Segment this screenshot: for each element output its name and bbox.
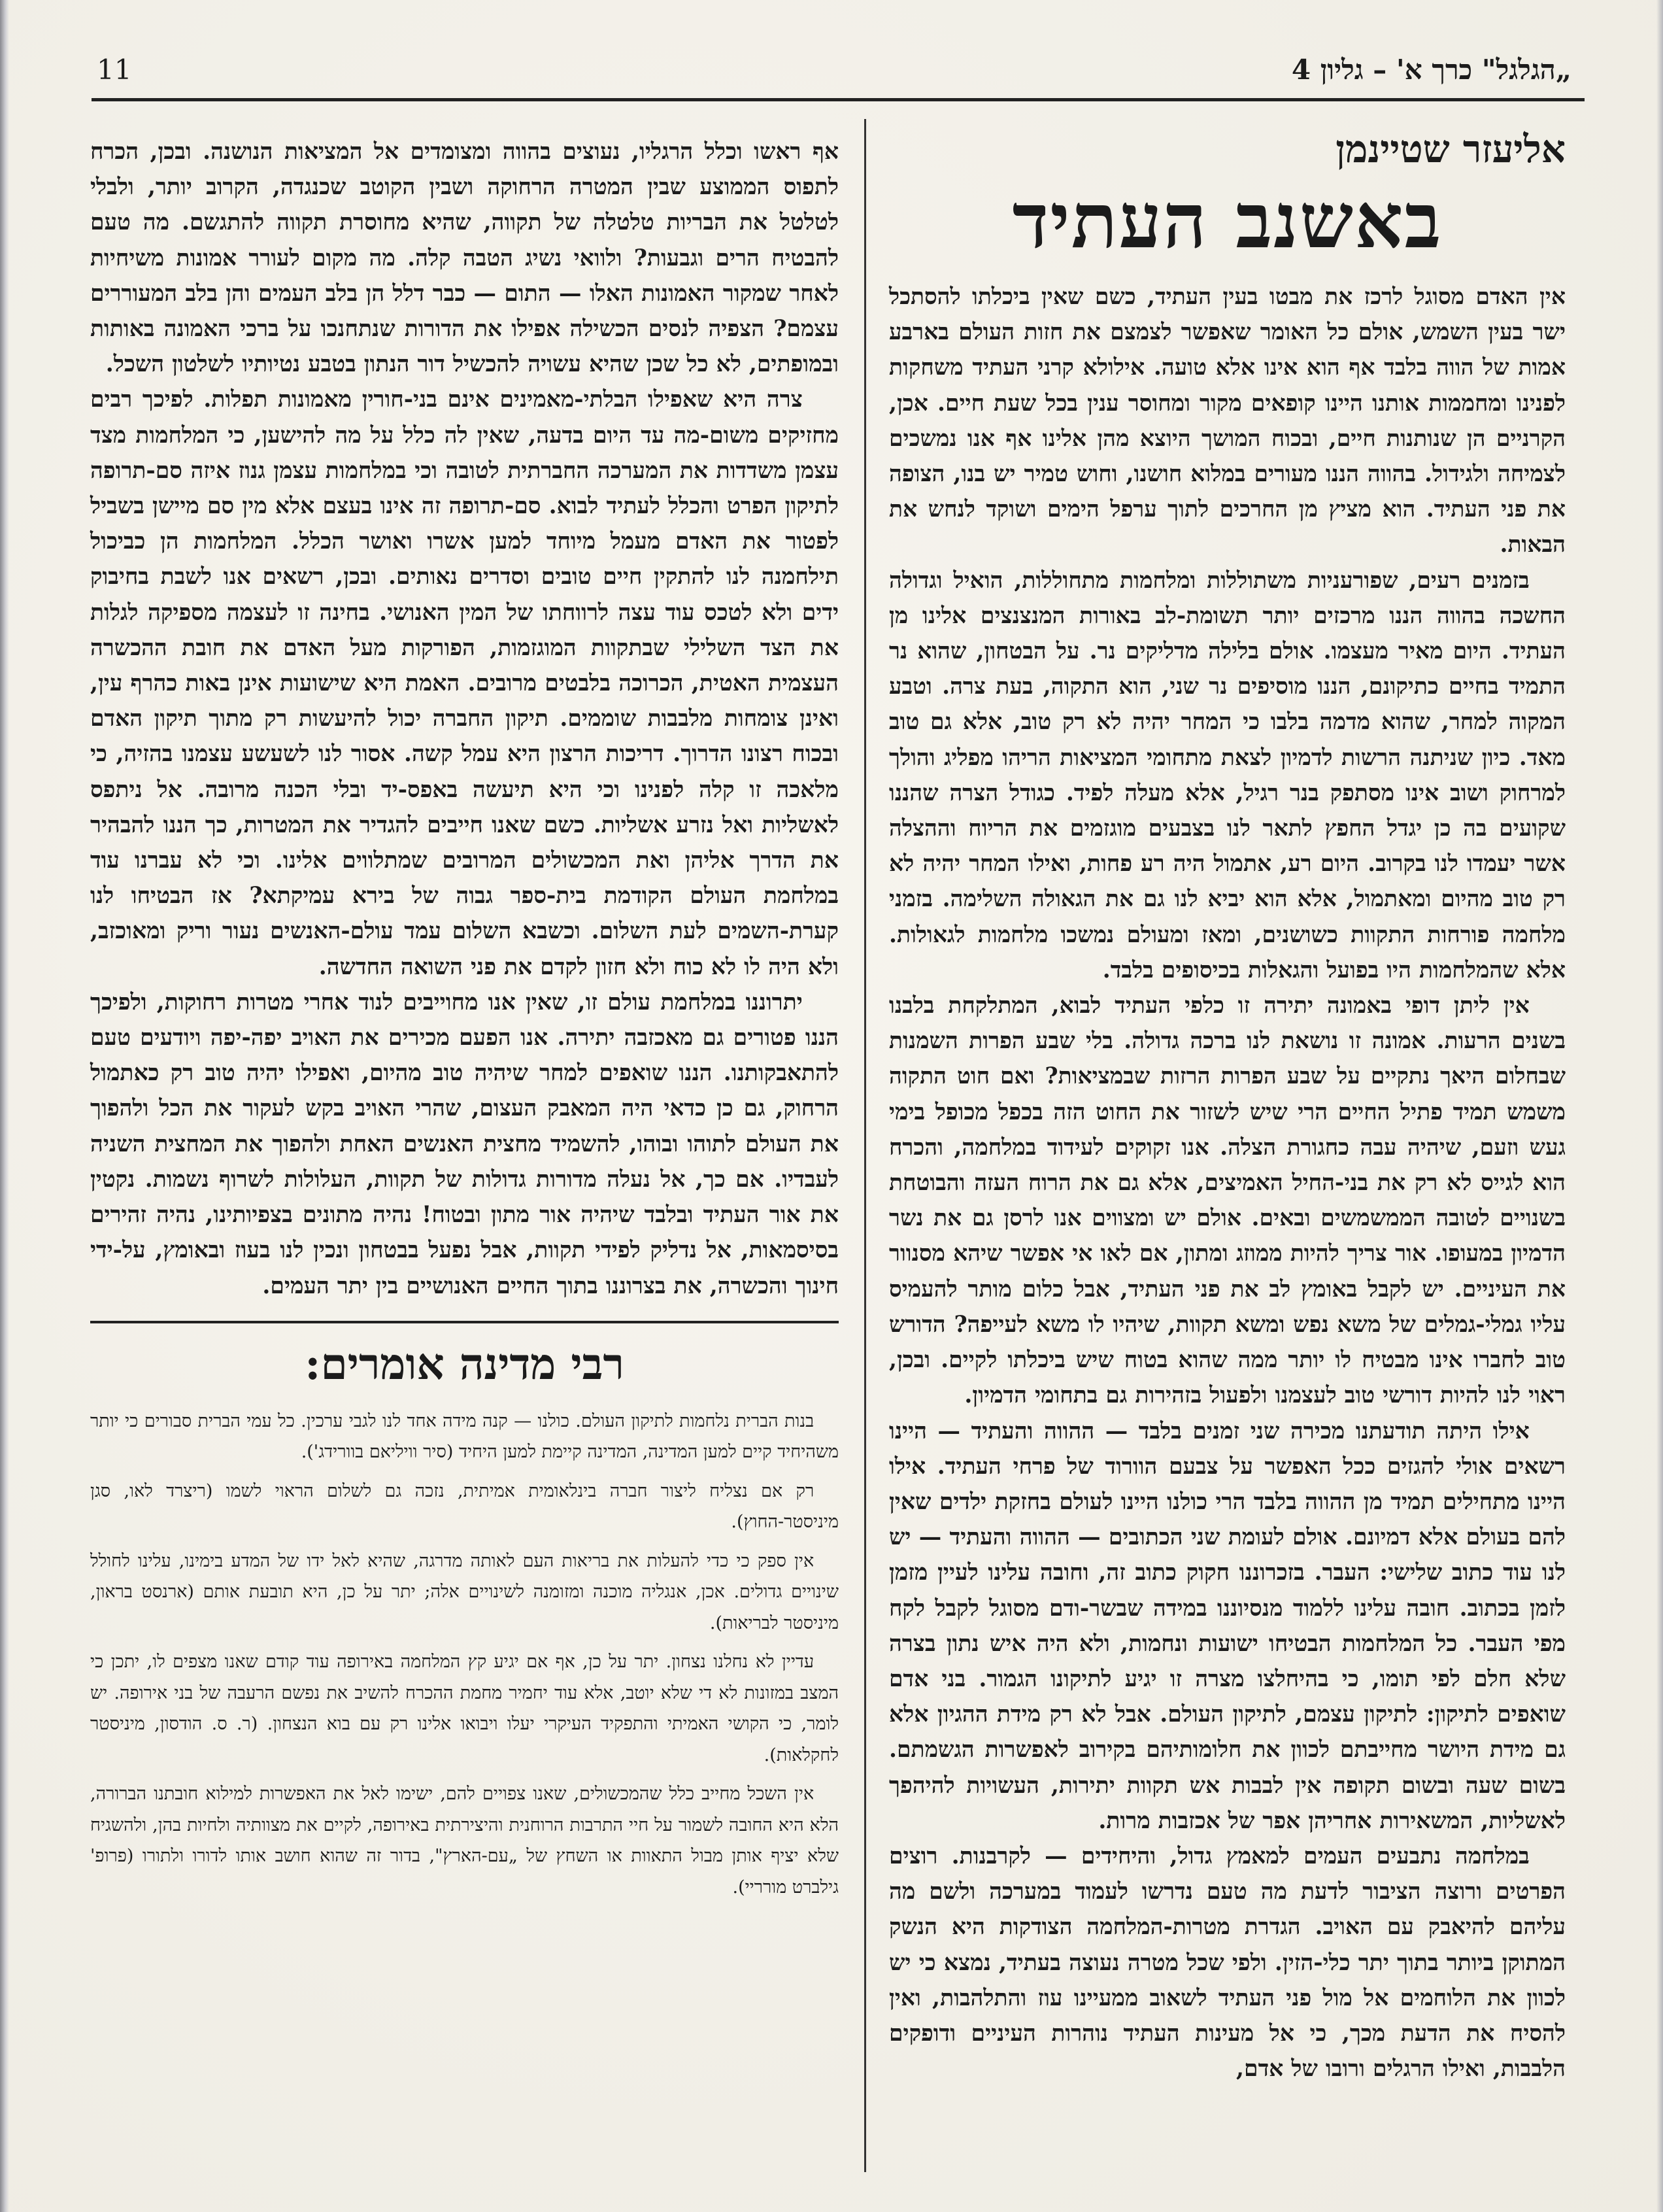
header-rule bbox=[92, 98, 1585, 101]
quote-item bbox=[90, 1476, 839, 1538]
quote-text: בנות הברית נלחמות לתיקון העולם. כולנו — קנה מידה אחד לנו לגבי ערכין. כל עמי הברית סבורים כי יותר משהיחיד קיים למען המדינה, המדינה קיימת למען היחיד bbox=[90, 1410, 839, 1463]
page-number: 11 bbox=[97, 54, 132, 86]
quote-source: (פרופ' גילברט מורריי). bbox=[90, 1846, 839, 1897]
article-paragraph: בזמנים רעים, שפורעניות משתוללות ומלחמות מתחוללות, הואיל וגדולה החשכה בהווה הננו מרכזים יותר תשומת-לב באורות המנצנצים אלינו מן העתיד. היום מאיר מעצמו. אולם בלילה מדליקים נר. על הבטחון, שהוא נר התמיד בחיים כתיקונם, הננו מוסיפים נר שני, הוא התקוה, בעת צרה. וטבע המקוה למחר, שהוא מדמה בלבו כי המחר יהיה לא רק טוב, אלא גם טוב מאד. כיון שניתנה הרשות לדמיון לצאת מתחומי המציאות הריהו מפליג והולך למרחוק ושוב אינו מסתפק בנר רגיל, אלא מעלה לפיד. כגודל הצרה שהננו שקועים בה כן יגדל החפץ לתאר לנו בצבעים מוגזמים את הריוח וההצלה אשר יעמדו לנו בקרוב. היום רע, אתמול היה רע פחות, ואילו המחר יהיה לא רק טוב מהיום ומאתמול, אלא הוא יביא לנו גם את הגאולה השלימה. בזמני מלחמה פורחות התקוות כשושנים, ומאז ומעולם נמשכו מלחמות לגאולות. אלא שהמלחמות היו בפועל והגאלות בכיסופים בלבד. bbox=[889, 567, 1566, 983]
quote-text: רק אם נצליח ליצור חברה בינלאומית אמיתית, נזכה גם לשלום הראוי לשמו bbox=[226, 1480, 815, 1501]
article-paragraph: אין ליתן דופי באמונה יתירה זו כלפי העתיד לבוא, המתלקחת בלבנו בשנים הרעות. אמונה זו נושאת לנו ברכה גדולה. בלי שבע הפרות השמנות שבחלום היאך נתקיים על שבע הפרות הרזות שבמציאות? ואם חוט התקוה משמש תמיד פתיל החיים הרי שיש לשזור את החוט הזה בכפל מכופל בימי געש וזעם, שיהיה עבה כחגורת הצלה. אנו זקוקים לעידוד במלחמה, והכרח הוא לגייס לא רק את בני-החיל האמיצים, אלא גם את הרוח העזה והבוטחת בשנויים לטובה הממשמשים ובאים. אולם יש ומצווים אנו לרסן גם את נשר הדמיון במעופו. אור צריך להיות ממוזג ומתון, אם לאו אי אפשר שיהא מסנוור את העיניים. יש לקבל באומץ לב את פני העתיד, אבל כלום מותר להעמיס עליו גמלי-גמלים של משא נפש ומשא תקוות, שיהיו לו משא לעייפה? הדורש טוב לחברו אינו מבטיח לו יותר ממה שהוא בטוח שיש ביכלתו לקיים. ובכן, ראוי לנו להיות דורשי טוב לעצמנו ולפעול בזהירות גם בתחומי הדמיון. bbox=[889, 993, 1566, 1409]
article-paragraph: יתרוננו במלחמת עולם זו, שאין אנו מחוייבים לנוד אחרי מטרות רחוקות, ולפיכך הננו פטורים גם מאכזבה יתירה. אנו הפעם מכירים את האויב יפה-יפה ויודעים טעם להתאבקותנו. הננו שואפים למחר שיהיה טוב מהיום, ואפילו יהיה טוב רק כאתמול הרחוק, גם כן כדאי היה המאבק העצום, שהרי האויב בקש לעקור את הכל ולהפוך את העולם לתוהו ובוהו, להשמיד מחצית האנשים האחת ולהפוך את המחצית השניה לעבדיו. אם כך, אל נעלה מדורות גדולות של תקוות, העלולות לשרוף נשמות. נקטין את אור העתיד ובלבד שיהיה אור מתון ובטוח! נהיה מתונים בצפיותינו, נהיה זהירים בסיסמאות, אל נדליק לפידי תקוות, אבל נפעל בבטחון ונכין לנו בעוז ובאומץ, על-ידי חינוך והכשרה, את בצרוננו בתוך החיים האנושיים בין יתר העמים. bbox=[90, 989, 839, 1299]
running-head: „הגלגל" כרך א' – גליון 4 bbox=[1291, 54, 1571, 86]
quote-item bbox=[90, 1778, 839, 1903]
quote-text: אין ספק כי כדי להעלות את בריאות העם לאותה מדרגה, שהיא לאל ידו של המדע בימינו, עלינו לחולל שינויים גדולים. אכן, אנגליה מוכנה ומזומנה לשינויים אלה; יתר על כן, היא תובעת אותם bbox=[90, 1550, 839, 1603]
quote-text: עדיין לא נחלנו נצחון. יתר על כן, אף אם יגיע קץ המלחמה באירופה עוד קודם שאנו מצפים לו, יתכן כי המצב במזונות לא די שלא יוטב, אלא עוד יחמיר מחמת ההכרח להשיב את נפשם הרעבה של בני אירופה. יש לומר, כי הקושי האמיתי והתפקיד העיקרי יעלו ויבואו אלינו רק עם בוא הנצחון. bbox=[90, 1652, 839, 1735]
article-paragraph: אין האדם מסוגל לרכז את מבטו בעין העתיד, כשם שאין ביכלתו להסתכל ישר בעין השמש, אולם כל האומר שאפשר לצמצם את חזות העולם בארבע אמות של הווה בלבד אף הוא אינו אלא טועה. אילולא קרני העתיד משחקות לפנינו ומחממות אותנו היינו קופאים מקור ומחוסר ענין בכל שעת חיים. אכן, הקרניים הן שנותנות חיים, ובכוח המושך היוצא מהן אלינו אף אנו נמשכים לצמיחה ולגידול. בהווה הננו מעורים במלוא חושנו, וחוש טמיר יש בנו, הצופה את פני העתיד. הוא מציץ מן החרכים לתוך ערפל הימים ושוקד לנחש את הבאות. bbox=[889, 284, 1566, 558]
sidebar-title: רבי מדינה אומרים: bbox=[305, 1338, 624, 1389]
page-edge-shadow bbox=[0, 0, 9, 2212]
quote-item bbox=[90, 1406, 839, 1468]
article-title: באשנב העתיד bbox=[1012, 177, 1443, 265]
quote-source: (ר. ס. הודסון, מיניסטר לחקלאות). bbox=[90, 1714, 839, 1765]
page-edge-shadow bbox=[1656, 0, 1663, 2212]
article-column-left bbox=[90, 134, 839, 1911]
quote-item bbox=[90, 1546, 839, 1639]
article-column-right bbox=[889, 127, 1566, 2086]
quote-source: (סיר וויליאם בוורידג'). bbox=[301, 1442, 454, 1463]
quote-source: (ארנסט בראון, מיניסטר לבריאות). bbox=[90, 1582, 839, 1633]
article-paragraph: אילו היתה תודעתנו מכירה שני זמנים בלבד — ההווה והעתיד — היינו רשאים אולי להגזים ככל האפשר על צבעם הוורוד של פרחי העתיד. אילו היינו מתחילים תמיד מן ההווה בלבד הרי כולנו היינו לעולם בחזקת ילדים שאין להם בעולם אלא דמיונם. אולם לעומת שני הכתובים — ההווה והעתיד — יש לנו עוד כתוב שלישי: העבר. בזכרוננו חקוק כתוב זה, וחובה עלינו לעיין מזמן לזמן בכתוב. חובה עלינו ללמוד מנסיוננו במידה שבשר-ודם מסוגל לקבל לקח מפי העבר. כל המלחמות הבטיחו ישועות ונחמות, ולא היה איש נתון בצרה שלא חלם לפי תומו, כי בהיחלצו מצרה זו יגיע לתיקונו הגמור. בני אדם שואפים לתיקון: לתיקון עצמם, לתיקון העולם. אבל לא רק מידת ההגיון אלא גם מידת היושר מחייבתם לכוון את חלומותיהם בקירוב לאפשרות הגשמתם. בשום שעה ובשום תקופה אין לבבות אש תקוות יתירות, העשויות להיהפך לאשליות, המשאירות אחריהן אפר של אכזבות מרות. bbox=[889, 1418, 1566, 1834]
quote-text: אין השכל מחייב כלל שהמכשולים, שאנו צפויים להם, ישימו לאל את האפשרות למילוא חובתנו הברורה, הלא היא החובה לשמור על חיי התרבות הרוחנית והיצירתית באירופה, לקיים את מצוותיה ולחיות בהן, ולהשגיח שלא יציף אותן מבול התאוות או השחץ של „עם-הארץ", בדור זה שהוא חושב אותו לדורו ולתורו bbox=[90, 1784, 839, 1867]
column-rule bbox=[864, 119, 866, 2172]
quote-source: (ריצרד לאו, סגן מיניסטר-החוץ). bbox=[90, 1480, 839, 1533]
article-author: אליעזר שטיינמן bbox=[1335, 127, 1566, 171]
article-paragraph: צרה היא שאפילו הבלתי-מאמינים אינם בני-חורין מאמונות תפלות. לפיכך רבים מחזיקים משום-מה עד היום בדעה, שאין לה כלל על מה להישען, כי המלחמות מצד עצמן משדדות את המערכה החברתית לטובה וכי במלחמות עצמן גנוז איזה סם-תרופה לתיקון הפרט והכלל לעתיד לבוא. סם-תרופה זה אינו בעצם אלא מין סם מיישן בשביל לפטור את האדם מעמל מיוחד למען אשרו ואושר הכלל. המלחמות הן כביכול תילחמנה לנו להתקין חיים טובים וסדרים נאותים. ובכן, רשאים אנו לשבת בחיבוק ידים ולא לטכס עוד עצה לרווחתו של המין האנושי. בחינה זו לעצמה מספיקה לגלות את הצד השלילי שבתקוות המוגזמות, הפורקות מעל האדם את חובת ההכשרה העצמית האטית, הכרוכה בלבטים מרובים. האמת היא שישועות אינן באות כהרף עין, ואינן צומחות מלבבות שוממים. תיקון החברה יכול להיעשות רק מתוך תיקון האדם ובכוח רצונו הדרוך. דריכות הרצון היא עמל קשה. אסור לנו לשעשע עצמנו בהזיה, כי מלאכה זו קלה לפנינו וכי היא תיעשה באפס-יד ובלי הכנה מרובה. אל ניתפס לאשליות ואל נזרע אשליות. כשם שאנו חייבים להגדיר את המטרות, כך הננו להבהיר את הדרך אליהן ואת המכשולים המרובים שמתלווים אלינו. וכי לא עברנו עוד במלחמת העולם הקודמת בית-ספר גבוה של בירא עמיקתא? אז הבטיחו לנו קערת-השמים לעת השלום. וכשבא השלום עמד עולם-האנשים נעור וריק ומאוכזב, ולא היה לו לא כוח ולא חזון לקדם את פני השואה החדשה. bbox=[90, 386, 839, 980]
article-paragraph: במלחמה נתבעים העמים למאמץ גדול, והיחידים — לקרבנות. רוצים הפרטים ורוצה הציבור לדעת מה טעם נדרשו לעמוד במערכה ולשם מה עליהם להיאבק עם האויב. הגדרת מטרות-המלחמה הצודקות היא הנשק המתוקן ביותר בתוך יתר כלי-הזין. ולפי שכל מטרה נעוצה בעתיד, נמצא כי יש לכוון את הלוחמים אל מול פני העתיד לשאוב ממעיינו עוז והתלהבות, ואין להסיח את הדעת מכך, כי אל מעינות העתיד נוהרות העיניים ודופקים הלבבות, ואילו הרגלים ורובו של אדם, bbox=[889, 1843, 1566, 2083]
sidebar-quotes bbox=[90, 1406, 839, 1903]
quote-item bbox=[90, 1646, 839, 1771]
sidebar-rule bbox=[90, 1321, 839, 1323]
article-paragraph: אף ראשו וכלל הרגליו, נעוצים בהווה ומצומדים אל המציאות הנושנה. ובכן, הכרח לתפוס הממוצע שבין המטרה הרחוקה ושבין הקוטב שכנגדה, הקרוב יותר, ולבלי לטלטל את הבריות טלטלה של תקווה, שהיא מחוסרת תקווה להתגשם. מה טעם להבטיח הרים וגבעות? ולוואי נשיג הטבה קלה. מה מקום לעורר אמונות משיחיות לאחר שמקור האמונות האלו — התום — כבר דלל הן בלב העמים והן בלב המעוררים עצמם? הצפיה לנסים הכשילה אפילו את הדורות שנתחנכו על ברכי האמונה באותות ובמופתים, לא כל שכן שהיא עשויה להכשיל דור הנתון בטבע נטיותיו לשלטון השכל. bbox=[90, 139, 839, 378]
